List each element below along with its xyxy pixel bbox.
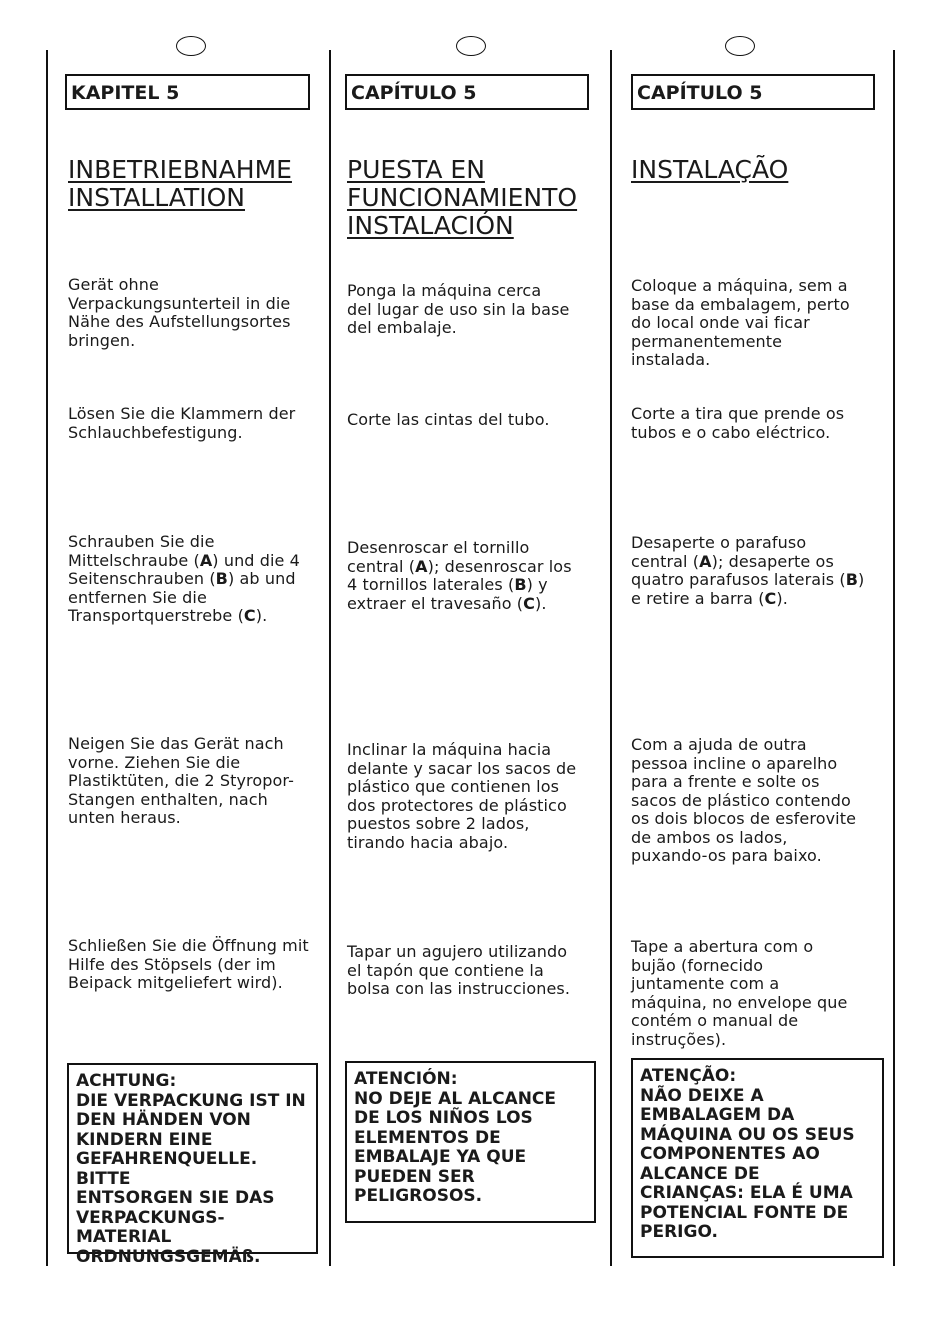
- language-marker-icon: [725, 36, 755, 56]
- heading-line: PUESTA EN: [347, 155, 485, 184]
- section-heading: [68, 156, 292, 212]
- step-4-text: Com a ajuda de outra pessoa incline o aparelho para a frente e solte os sacos de plástico contendo os dois blocos de esferovite de ambos os lados, puxando-os para baixo.: [631, 735, 857, 865]
- warning-box: ACHTUNG: DIE VERPACKUNG IST IN DEN HÄNDEN VON KINDERN EINE GEFAHRENQUELLE. BITTE ENTSORGEN SIE DAS VERPACKUNGS- MATERIAL ORDNUNGSGEMÄß.: [67, 1063, 318, 1254]
- step-4-text: Inclinar la máquina hacia delante y sacar los sacos de plástico que contienen los dos protectores de plástico puestos sobre 2 lados, tirando hacia abajo.: [347, 740, 577, 852]
- chapter-label: KAPITEL 5: [65, 74, 310, 110]
- step-2-text: Lösen Sie die Klammern der Schlauchbefestigung.: [68, 404, 296, 442]
- step-3-text: Desenroscar el tornillo central (A); desenroscar los 4 tornillos laterales (B) y extraer el travesaño (C).: [347, 538, 572, 613]
- section-heading: [347, 156, 577, 240]
- column-portuguese: [610, 0, 936, 1324]
- step-3-text: Schrauben Sie die Mittelschraube (A) und die 4 Seitenschrauben (B) ab und entfernen Sie die Transportquerstrebe (C).: [68, 532, 300, 625]
- step-1-text: Gerät ohne Verpackungsunterteil in die Nähe des Aufstellungsortes bringen.: [68, 275, 291, 350]
- language-marker-icon: [456, 36, 486, 56]
- step-4-text: Neigen Sie das Gerät nach vorne. Ziehen Sie die Plastiktüten, die 2 Styropor- Stangen enthalten, nach unten heraus.: [68, 734, 294, 827]
- language-marker-icon: [176, 36, 206, 56]
- heading-line: INSTALLATION: [68, 183, 245, 212]
- column-german: [0, 0, 330, 1324]
- heading-line: INSTALAÇÃO: [631, 155, 789, 184]
- column-spanish: [330, 0, 610, 1324]
- step-3-text: Desaperte o parafuso central (A); desaperte os quatro parafusos laterais (B) e retire a barra (C).: [631, 533, 865, 608]
- warning-box: ATENÇÃO: NÃO DEIXE A EMBALAGEM DA MÁQUINA OU OS SEUS COMPONENTES AO ALCANCE DE CRIANÇAS: ELA É UMA POTENCIAL FONTE DE PERIGO.: [631, 1058, 884, 1258]
- step-2-text: Corte las cintas del tubo.: [347, 410, 550, 429]
- step-2-text: Corte a tira que prende os tubos e o cabo eléctrico.: [631, 404, 845, 442]
- warning-box: ATENCIÓN: NO DEJE AL ALCANCE DE LOS NIÑOS LOS ELEMENTOS DE EMBALAJE YA QUE PUEDEN SER PELIGROSOS.: [345, 1061, 596, 1223]
- heading-line: INBETRIEBNAHME: [68, 155, 292, 184]
- step-5-text: Tapar un agujero utilizando el tapón que contiene la bolsa con las instrucciones.: [347, 942, 571, 998]
- heading-line: FUNCIONAMIENTO: [347, 183, 578, 212]
- step-1-text: Ponga la máquina cerca del lugar de uso sin la base del embalaje.: [347, 281, 570, 337]
- step-5-text: Schließen Sie die Öffnung mit Hilfe des Stöpsels (der im Beipack mitgeliefert wird).: [68, 936, 309, 992]
- heading-line: INSTALACIÓN: [347, 211, 514, 240]
- step-5-text: Tape a abertura com o bujão (fornecido juntamente com a máquina, no envelope que contém o manual de instruções).: [631, 937, 848, 1049]
- step-1-text: Coloque a máquina, sem a base da embalagem, perto do local onde vai ficar permanentemente instalada.: [631, 276, 850, 369]
- chapter-label: CAPÍTULO 5: [345, 74, 589, 110]
- chapter-label: CAPÍTULO 5: [631, 74, 875, 110]
- section-heading: [631, 156, 788, 184]
